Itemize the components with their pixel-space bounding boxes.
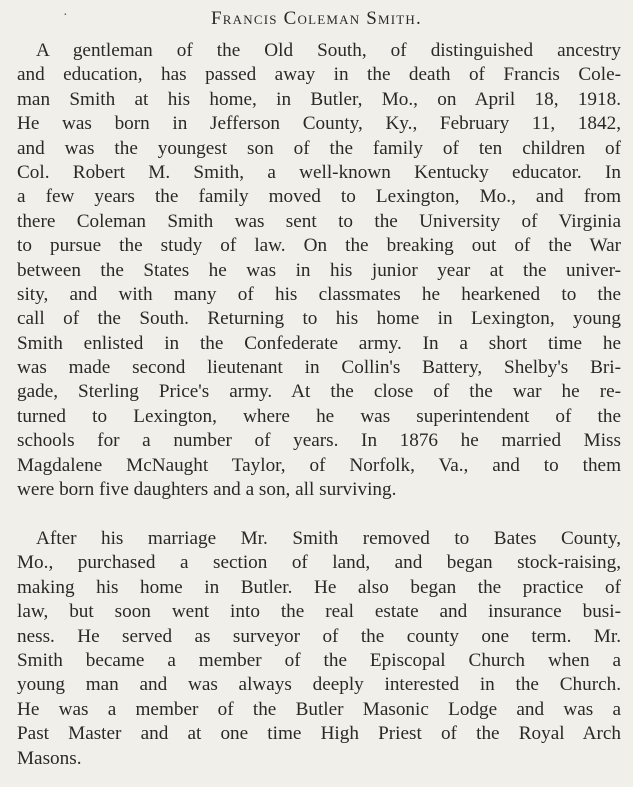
text-line: Smith became a member of the Episcopal Church when a bbox=[17, 649, 621, 671]
text-line: Col. Robert M. Smith, a well-known Kentucky educator. In bbox=[17, 161, 621, 183]
text-line: and education, has passed away in the death of Francis Cole- bbox=[17, 64, 621, 86]
text-line: A gentleman of the Old South, of distinguished ancestry bbox=[36, 40, 621, 61]
text-line: sity, and with many of his classmates he hearkened to the bbox=[17, 283, 621, 305]
text-line: schools for a number of years. In 1876 he married Miss bbox=[17, 430, 621, 452]
text-line: turned to Lexington, where he was superintendent of the bbox=[17, 405, 621, 427]
text-line: law, but soon went into the real estate and insurance busi- bbox=[17, 601, 621, 623]
text-line: making his home in Butler. He also began the practice of bbox=[17, 576, 621, 598]
text-line: gade, Sterling Price's army. At the close of the war he re- bbox=[17, 381, 621, 403]
text-line: He was a member of the Butler Masonic Lodge and was a bbox=[17, 698, 621, 720]
text-line: Magdalene McNaught Taylor, of Norfolk, Va., and to them bbox=[17, 454, 621, 476]
text-line: ness. He served as surveyor of the county one term. Mr. bbox=[17, 625, 621, 647]
text-line: were born five daughters and a son, all surviving. bbox=[17, 479, 397, 501]
text-line: He was born in Jefferson County, Ky., February 11, 1842, bbox=[17, 113, 621, 135]
text-line: between the States he was in his junior year at the univer- bbox=[17, 259, 621, 281]
page-marker: · bbox=[63, 8, 68, 23]
text-line: to pursue the study of law. On the breaking out of the War bbox=[17, 235, 621, 257]
text-line: man Smith at his home, in Butler, Mo., on April 18, 1918. bbox=[17, 88, 621, 110]
text-line: and was the youngest son of the family of ten children of bbox=[17, 137, 621, 159]
paragraph-2 bbox=[0, 527, 633, 771]
page-title: Francis Coleman Smith. bbox=[211, 8, 422, 29]
text-line: call of the South. Returning to his home in Lexington, young bbox=[17, 308, 621, 330]
text-line: a few years the family moved to Lexington, Mo., and from bbox=[17, 186, 621, 208]
text-line: After his marriage Mr. Smith removed to Bates County, bbox=[36, 528, 621, 549]
text-line: Smith enlisted in the Confederate army. In a short time he bbox=[17, 332, 621, 354]
text-line: was made second lieutenant in Collin's Battery, Shelby's Bri- bbox=[17, 357, 621, 379]
text-line: young man and was always deeply interested in the Church. bbox=[17, 674, 621, 696]
text-line: Mo., purchased a section of land, and began stock-raising, bbox=[17, 552, 621, 574]
text-line: Past Master and at one time High Priest of the Royal Arch bbox=[17, 723, 621, 745]
text-line: there Coleman Smith was sent to the University of Virginia bbox=[17, 210, 621, 232]
paragraph-1 bbox=[0, 39, 633, 502]
text-line: Masons. bbox=[17, 747, 82, 769]
